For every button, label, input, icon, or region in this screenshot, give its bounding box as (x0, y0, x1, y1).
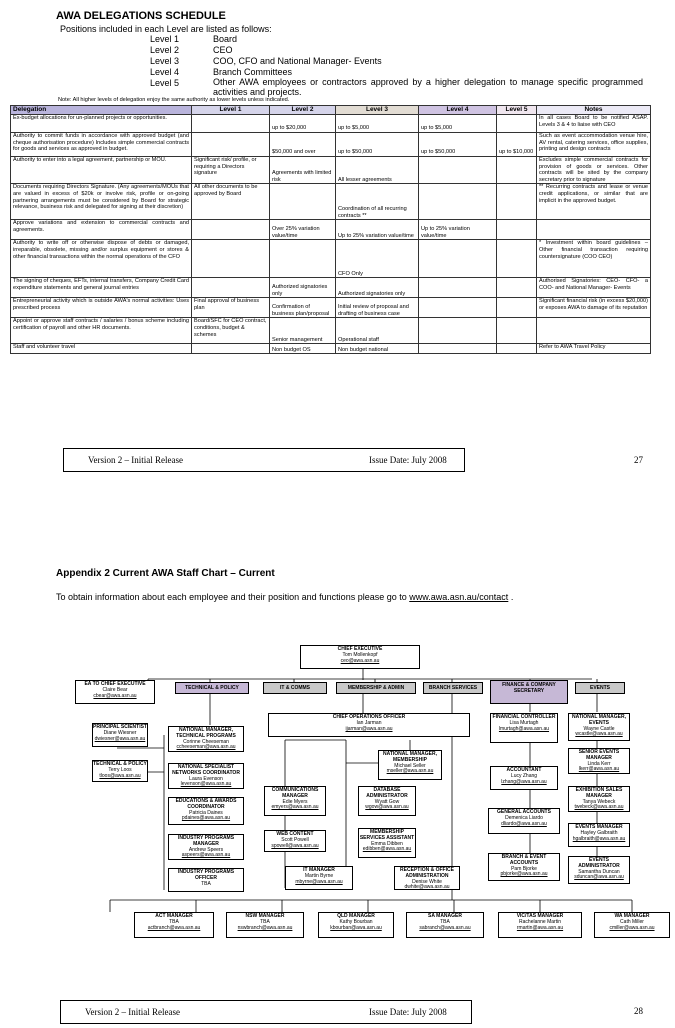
footer-version: Version 2 – Initial Release (85, 1007, 180, 1017)
role-title: MEMBERSHIP SERVICES ASSISTANT (359, 829, 415, 841)
person-email: aspeers@awa.asn.au (181, 852, 231, 859)
header-level-4: Level 4 (419, 106, 497, 115)
page-number-27: 27 (634, 455, 643, 465)
footer-version: Version 2 – Initial Release (88, 455, 183, 465)
footer-issue-date: Issue Date: July 2008 (369, 1007, 447, 1017)
table-cell: All other documents to be approved by Board (192, 184, 270, 220)
level-1-desc: Board (213, 34, 238, 44)
person-email: dliardo@awa.asn.au (501, 820, 547, 827)
person-name: Kathy Bourban (339, 918, 373, 925)
level-4-desc: Branch Committees (213, 67, 293, 77)
role-title: VIC/TAS MANAGER (516, 913, 564, 919)
role-title: EA TO CHIEF EXECUTIVE (84, 681, 146, 687)
level-1-label: Level 1 (150, 34, 180, 44)
org-box-national-specialist-networks-coordinator (168, 763, 244, 789)
table-cell: Authority to write off or otherwise dispose of debts or damaged, irreparable, obsolete, missing and/or surplus equipment or stores & other financial transactions within the normal operations of the CFO (11, 240, 192, 278)
level-4-label: Level 4 (150, 67, 180, 77)
role-title: BRANCH & EVENT ACCOUNTS (501, 854, 547, 866)
table-cell: Staff and volunteer travel (11, 344, 192, 354)
table-cell: * Investment within board guidelines – Other financial transaction requiring countersignature (COO CEO) (537, 240, 651, 278)
table-cell: Initial review of proposal and drafting of business case (336, 298, 419, 318)
dept-technical-policy: TECHNICAL & POLICY (175, 682, 249, 694)
table-cell: Significant financial risk (in excess $20,000) or exposes AWA to damage of its reputation (537, 298, 651, 318)
table-cell: Ex-budget allocations for un-planned projects or opportunities. (11, 115, 192, 133)
person-email: cbear@awa.asn.au (93, 692, 137, 699)
person-email: twebeck@awa.asn.au (574, 804, 624, 811)
table-cell: The signing of cheques, EFTs, internal transfers, Company Credit Card expenditure statements and general journal entries (11, 278, 192, 298)
org-box-exhibition-sales-manager (568, 786, 630, 812)
table-cell: Authority to commit funds in accordance with approved budget (and cheque authorisation procedure) Includes simple commercial contracts for goods and services as approved in budget. (11, 133, 192, 157)
table-cell: All lesser agreements (336, 157, 419, 184)
person-name: Edie Myers (282, 798, 308, 805)
org-box-act-manager (134, 912, 214, 938)
person-name: Diane Wiesner (103, 729, 137, 736)
person-name: Demenica Liardo (505, 814, 543, 821)
person-email: sduncan@awa.asn.au (574, 874, 624, 881)
person-email: hgalbraith@awa.asn.au (572, 835, 626, 842)
person-name: Samantha Duncan (578, 868, 620, 875)
person-email: lmurtagh@awa.asn.au (498, 725, 550, 732)
org-box-web-content (264, 830, 326, 852)
role-title: EVENTS MANAGER (575, 824, 623, 830)
role-title: DATABASE ADMINISTRATOR (366, 787, 408, 799)
level-3-desc: COO, CFO and National Manager- Events (213, 56, 382, 66)
person-name: TBA (201, 880, 211, 887)
org-box-accountant (490, 766, 558, 790)
level-2-label: Level 2 (150, 45, 180, 55)
level-3-label: Level 3 (150, 56, 180, 66)
org-box-ea-to-chief-executive (75, 680, 155, 704)
person-name: Laura Evenson (189, 775, 223, 782)
person-email: cmiller@awa.asn.au (609, 924, 655, 931)
person-name: Lucy Zhang (510, 772, 538, 779)
role-title: EDUCATIONS & AWARDS COORDINATOR (175, 798, 237, 810)
person-email: kbourban@awa.asn.au (330, 924, 382, 931)
role-title: EVENTS ADMINISTRATOR (578, 857, 620, 869)
role-title: SENIOR EVENTS MANAGER (578, 749, 620, 761)
org-box-senior-events-manager (568, 748, 630, 774)
role-title: QLD MANAGER (337, 913, 375, 919)
role-title: INDUSTRY PROGRAMS OFFICER (177, 869, 235, 881)
role-title: EXHIBITION SALES MANAGER (575, 787, 623, 799)
person-email: pbjorke@awa.asn.au (500, 871, 548, 878)
table-cell: Refer to AWA Travel Policy (537, 344, 651, 354)
org-box-national-manager-events (568, 713, 630, 741)
table-cell: up to $20,000 (270, 115, 336, 133)
role-title: NATIONAL MANAGER, MEMBERSHIP (383, 751, 437, 763)
table-cell: Non budget OS (270, 344, 336, 354)
appendix-title: Appendix 2 Current AWA Staff Chart – Current (56, 568, 275, 579)
org-box-events-administrator (568, 856, 630, 884)
table-cell: Non budget national (336, 344, 419, 354)
person-email: sabranch@awa.asn.au (419, 924, 471, 931)
role-title: WA MANAGER (614, 913, 650, 919)
table-cell: up to $50,000 (336, 133, 419, 157)
role-title: COMMUNICATIONS MANAGER (271, 787, 319, 799)
role-title: IT MANAGER (303, 867, 335, 873)
table-cell: Up to 25% variation value/time (336, 220, 419, 240)
table-cell: Board/SFC for CEO contract, conditions, budget & schemes (192, 318, 270, 344)
person-name: Linda Kerr (587, 760, 611, 767)
table-cell: Over 25% variation value/time (270, 220, 336, 240)
role-title: GENERAL ACCOUNTS (497, 809, 551, 815)
dept-membership-admin: MEMBERSHIP & ADMIN (336, 682, 416, 694)
person-name: TBA (440, 918, 450, 925)
org-box-communications-manager (264, 786, 326, 816)
table-cell: Authorized signatories only (336, 278, 419, 298)
table-cell: Authorized signatories only (270, 278, 336, 298)
table-cell: Approve variations and extension to commercial contracts and agreements. (11, 220, 192, 240)
person-email: edibben@awa.asn.au (362, 846, 412, 853)
table-cell: Excludes simple commercial contracts for provision of goods or services. Other contracts will be sited by the company secretary prior to signature (537, 157, 651, 184)
person-email: tloos@awa.asn.au (99, 772, 141, 779)
person-email: rmartin@awa.asn.au (516, 924, 564, 931)
person-email: lkerr@awa.asn.au (578, 766, 620, 773)
person-email: levenson@awa.asn.au (180, 781, 232, 788)
table-cell: Significant risk/ profile, or requiring a Directors signature (192, 157, 270, 184)
person-name: Michael Seller (394, 762, 426, 769)
levels-intro: Positions included in each Level are listed as follows: (60, 24, 272, 34)
table-cell: Senior management (270, 318, 336, 344)
person-name: Hayley Galbraith (580, 829, 618, 836)
table-cell: In all cases Board to be notified ASAP. Levels 3 & 4 to liaise with CEO (537, 115, 651, 133)
intro-end: . (508, 592, 514, 602)
person-email: nswbranch@awa.asn.au (237, 924, 293, 931)
table-cell: Final approval of business plan (192, 298, 270, 318)
person-name: TBA (169, 918, 179, 925)
person-email: spowell@awa.asn.au (271, 842, 319, 849)
org-box-industry-programs-officer (168, 868, 244, 892)
person-name: Tom Mollenkopf (342, 651, 378, 658)
level-5-label: Level 5 (150, 78, 180, 88)
role-title: FINANCIAL CONTROLLER (492, 714, 556, 720)
table-cell: up to $10,000 (497, 133, 537, 157)
intro-text: To obtain information about each employee and their position and functions please go to (56, 592, 410, 602)
table-cell: up to $5,000 (419, 115, 497, 133)
person-name: Andrew Speers (188, 846, 224, 853)
role-title: TECHNICAL & POLICY (93, 761, 147, 767)
org-box-events-manager (568, 823, 630, 847)
contact-link[interactable]: www.awa.asn.au/contact (409, 592, 509, 602)
person-email: actbranch@awa.asn.au (147, 924, 201, 931)
person-name: Cath Miller (620, 918, 644, 925)
header-level-5: Level 5 (497, 106, 537, 115)
person-name: Wayne Castle (583, 725, 615, 732)
org-box-financial-controller (490, 713, 558, 743)
header-level-2: Level 2 (270, 106, 336, 115)
role-title: ACT MANAGER (155, 913, 193, 919)
page-28-footer (60, 1000, 472, 1024)
person-name: TBA (260, 918, 270, 925)
person-name: Pam Bjorke (511, 865, 537, 872)
person-name: Wyatt Gow (374, 798, 400, 805)
role-title: WEB CONTENT (276, 831, 314, 837)
person-email: ccheeseman@awa.asn.au (176, 744, 236, 751)
person-name: Patricia Daines (189, 809, 223, 816)
org-box-national-manager-technical-programs (168, 726, 244, 752)
table-cell: Documents requiring Directors Signature. (Any agreements/MOUs that are valued in excess of $20k or involve risk, profile or on-going partnering arrangements must be considered by Board for strategic relevance, business risk and delegated for signing at their discretion) (11, 184, 192, 220)
table-cell: CFO Only (336, 240, 419, 278)
org-box-chief-operations-officer (268, 713, 470, 737)
person-email: pdaines@awa.asn.au (181, 815, 231, 822)
role-title: INDUSTRY PROGRAMS MANAGER (177, 835, 235, 847)
person-name: Scott Powell (281, 836, 309, 843)
person-name: Denise White (412, 878, 442, 885)
role-title: CHIEF OPERATIONS OFFICER (332, 714, 406, 720)
person-email: emyers@awa.asn.au (271, 804, 319, 811)
table-cell: Entrepreneurial activity which is outside AWA's normal activities: Uses prescribed process (11, 298, 192, 318)
org-box-general-accounts (488, 808, 560, 834)
role-title: ACCOUNTANT (506, 767, 542, 773)
person-name: Martin Byrne (304, 872, 334, 879)
org-box-sa-manager (406, 912, 484, 938)
table-cell: up to $5,000 (336, 115, 419, 133)
table-cell: Authority to enter into a legal agreement, partnership or MOU. (11, 157, 192, 184)
table-cell: Agreements with limited risk (270, 157, 336, 184)
table-cell: $50,000 and over (270, 133, 336, 157)
dept-finance-company-secretary: FINANCE & COMPANY SECRETARY (490, 680, 568, 704)
person-email: wcastle@awa.asn.au (575, 731, 623, 738)
person-name: Tanya Webeck (582, 798, 616, 805)
org-box-it-manager (285, 866, 353, 890)
table-cell: Authorised Signatories: CEO- CFO- a COO- and National Manager- Events (537, 278, 651, 298)
table-cell: Such as event accommodation venue hire, AV rental, catering services, office supplies, printing and design contracts (537, 133, 651, 157)
org-box-technical-policy (92, 760, 148, 782)
person-email: dwiesner@awa.asn.au (94, 735, 146, 742)
footer-issue-date: Issue Date: July 2008 (369, 455, 447, 465)
header-notes: Notes (537, 106, 651, 115)
org-box-vic-tas-manager (498, 912, 582, 938)
role-title: NATIONAL MANAGER, TECHNICAL PROGRAMS (176, 727, 236, 739)
role-title: NSW MANAGER (245, 913, 285, 919)
person-email: mbyrne@awa.asn.au (295, 878, 343, 885)
table-cell: up to $50,000 (419, 133, 497, 157)
role-title: NATIONAL MANAGER, EVENTS (572, 714, 626, 726)
person-name: Rachelanne Martin (519, 918, 561, 925)
person-email: dwhite@awa.asn.au (404, 884, 450, 890)
table-cell: Coordination of all recurring contracts ** (336, 184, 419, 220)
org-box-nsw-manager (226, 912, 304, 938)
org-box-industry-programs-manager (168, 834, 244, 860)
person-email: ijarman@awa.asn.au (345, 725, 393, 732)
dept-it-comms: IT & COMMS (263, 682, 327, 694)
org-box-wa-manager (594, 912, 670, 938)
org-box-chief-executive (300, 645, 420, 669)
person-name: Claire Bear (102, 686, 128, 693)
table-cell: Operational staff (336, 318, 419, 344)
org-box-national-manager-membership (378, 750, 442, 780)
table-cell: Appoint or approve staff contracts / salaries / bonus scheme including certification of payroll and other HR documents. (11, 318, 192, 344)
person-email: wgow@awa.asn.au (365, 804, 409, 811)
person-email: mseller@awa.asn.au (386, 768, 434, 775)
org-box-branch-event-accounts (488, 853, 560, 881)
role-title: PRINCIPAL SCIENTIST (93, 724, 147, 730)
org-box-reception-office-administration (394, 866, 460, 890)
table-cell: ** Recurring contracts and lease or venue credit applications, or similar that are implicit in the approved budget. (537, 184, 651, 220)
person-email: ceo@awa.asn.au (340, 657, 380, 664)
dept-events: EVENTS (575, 682, 625, 694)
person-name: Ian Jarman (356, 719, 382, 726)
org-box-database-administrator (358, 786, 416, 816)
table-cell: Up to 25% variation value/time (419, 220, 497, 240)
header-delegation: Delegation (11, 106, 192, 115)
header-level-3: Level 3 (336, 106, 419, 115)
header-level-1: Level 1 (192, 106, 270, 115)
schedule-title: AWA DELEGATIONS SCHEDULE (56, 10, 226, 22)
levels-note: Note: All higher levels of delegation enjoy the same authority as lower levels unless indicated. (58, 97, 290, 103)
person-name: Emma Dibben (371, 840, 403, 847)
level-5-desc: Other AWA employees or contractors approved by a higher delegation to manage specific programmed activities and projects. (213, 77, 643, 97)
page-number-28: 28 (634, 1006, 643, 1016)
org-box-qld-manager (318, 912, 394, 938)
role-title: CHIEF EXECUTIVE (337, 646, 383, 652)
person-name: Corinne Cheeseman (183, 738, 229, 745)
org-box-educations-awards-coordinator (168, 797, 244, 825)
role-title: RECEPTION & OFFICE ADMINISTRATION (400, 867, 454, 879)
dept-branch-services: BRANCH SERVICES (423, 682, 483, 694)
role-title: SA MANAGER (428, 913, 462, 919)
person-name: Lisa Murtagh (509, 719, 539, 726)
role-title: NATIONAL SPECIALIST NETWORKS COORDINATOR (172, 764, 240, 776)
table-cell: Confirmation of business plan/proposal (270, 298, 336, 318)
person-name: Terry Loos (108, 766, 132, 773)
person-email: lzhang@awa.asn.au (501, 778, 547, 785)
org-box-membership-services-assistant (358, 828, 416, 858)
org-box-principal-scientist (92, 723, 148, 747)
level-2-desc: CEO (213, 45, 233, 55)
